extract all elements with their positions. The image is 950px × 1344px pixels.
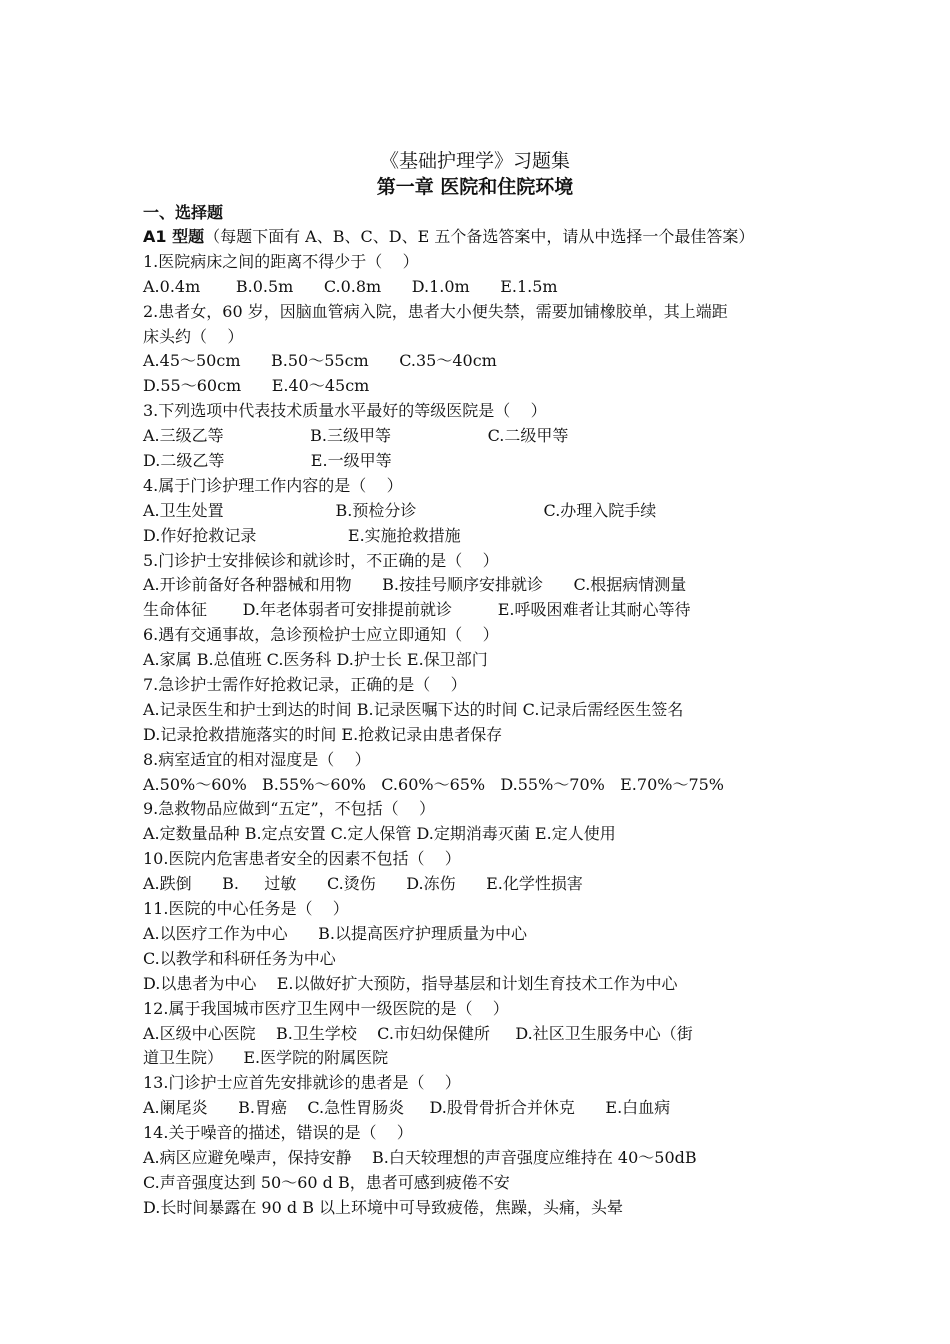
question-line: D.55～60cm E.40～45cm [143, 376, 370, 396]
question-line: C.声音强度达到 50～60 d B，患者可感到疲倦不安 [143, 1172, 510, 1192]
question-lines [143, 250, 823, 1221]
a1-instruction-line [143, 225, 823, 250]
question-line: 4.属于门诊护理工作内容的是（ ） [143, 475, 403, 495]
question-line: D.二级乙等 E.一级甲等 [143, 451, 392, 471]
question-line: 12.属于我国城市医疗卫生网中一级医院的是（ ） [143, 998, 509, 1018]
question-line: 3.下列选项中代表技术质量水平最好的等级医院是（ ） [143, 401, 547, 421]
question-line: C.以教学和科研任务为中心 [143, 948, 336, 968]
question-line: A.开诊前备好各种器械和用物 B.按挂号顺序安排就诊 C.根据病情测量 [143, 575, 687, 595]
question-line: D.以患者为中心 E.以做好扩大预防，指导基层和计划生育技术工作为中心 [143, 973, 678, 993]
question-line: 8.病室适宜的相对湿度是（ ） [143, 749, 371, 769]
question-line: A.卫生处置 B.预检分诊 C.办理入院手续 [143, 500, 657, 520]
question-line: 14.关于噪音的描述，错误的是（ ） [143, 1123, 413, 1143]
question-line: D.记录抢救措施落实的时间 E.抢救记录由患者保存 [143, 724, 503, 744]
question-line: 7.急诊护士需作好抢救记录，正确的是（ ） [143, 675, 467, 695]
question-line: 1.医院病床之间的距离不得少于（ ） [143, 251, 419, 271]
question-body [143, 225, 823, 1221]
question-line: A.以医疗工作为中心 B.以提高医疗护理质量为中心 [143, 923, 528, 943]
question-line: 6.遇有交通事故，急诊预检护士应立即通知（ ） [143, 625, 499, 645]
question-line: 9.急救物品应做到“五定”，不包括（ ） [143, 799, 435, 819]
question-line: 10.医院内危害患者安全的因素不包括（ ） [143, 849, 461, 869]
chapter-title: 第一章 医院和住院环境 [376, 176, 574, 198]
document-title: 《基础护理学》习题集 [379, 150, 570, 172]
question-line: D.作好抢救记录 E.实施抢救措施 [143, 525, 461, 545]
question-line: A.50%～60% B.55%～60% C.60%～65% D.55%～70% E.70%～75% [143, 774, 725, 794]
question-line: A.三级乙等 B.三级甲等 C.二级甲等 [143, 426, 569, 446]
question-line: A.家属 B.总值班 C.医务科 D.护士长 E.保卫部门 [143, 650, 488, 670]
a1-instruction: （每题下面有 A、B、C、D、E 五个备选答案中，请从中选择一个最佳答案） [204, 227, 755, 246]
question-line: 道卫生院） E.医学院的附属医院 [143, 1048, 389, 1068]
question-line: A.45～50cm B.50～55cm C.35～40cm [143, 351, 497, 371]
question-line: A.阑尾炎 B.胃癌 C.急性胃肠炎 D.股骨骨折合并休克 E.白血病 [143, 1098, 671, 1118]
question-line: A.记录医生和护士到达的时间 B.记录医嘱下达的时间 C.记录后需经医生签名 [143, 699, 684, 719]
question-line: A.病区应避免噪声，保持安静 B.白天较理想的声音强度应维持在 40～50dB [143, 1147, 697, 1167]
question-line: A.定数量品种 B.定点安置 C.定人保管 D.定期消毒灭菌 E.定人使用 [143, 824, 616, 844]
question-line: 2.患者女，60 岁，因脑血管病入院，患者大小便失禁，需要加铺橡胶单，其上端距 [143, 301, 728, 321]
question-line: A.区级中心医院 B.卫生学校 C.市妇幼保健所 D.社区卫生服务中心（街 [143, 1023, 693, 1043]
question-line: 床头约（ ） [143, 326, 244, 346]
question-line: 生命体征 D.年老体弱者可安排提前就诊 E.呼吸困难者让其耐心等待 [143, 600, 691, 620]
question-line: A.跌倒 B. 过敏 C.烫伤 D.冻伤 E.化学性损害 [143, 874, 583, 894]
a1-type-label: A1 型题 [143, 227, 205, 246]
question-line: 5.门诊护士安排候诊和就诊时，不正确的是（ ） [143, 550, 499, 570]
question-line: 13.门诊护士应首先安排就诊的患者是（ ） [143, 1073, 461, 1093]
question-line: 11.医院的中心任务是（ ） [143, 899, 349, 919]
question-line: D.长时间暴露在 90 d B 以上环境中可导致疲倦，焦躁，头痛，头晕 [143, 1197, 624, 1217]
question-line: A.0.4m B.0.5m C.0.8m D.1.0m E.1.5m [143, 276, 558, 296]
section-heading: 一、选择题 [143, 203, 224, 222]
